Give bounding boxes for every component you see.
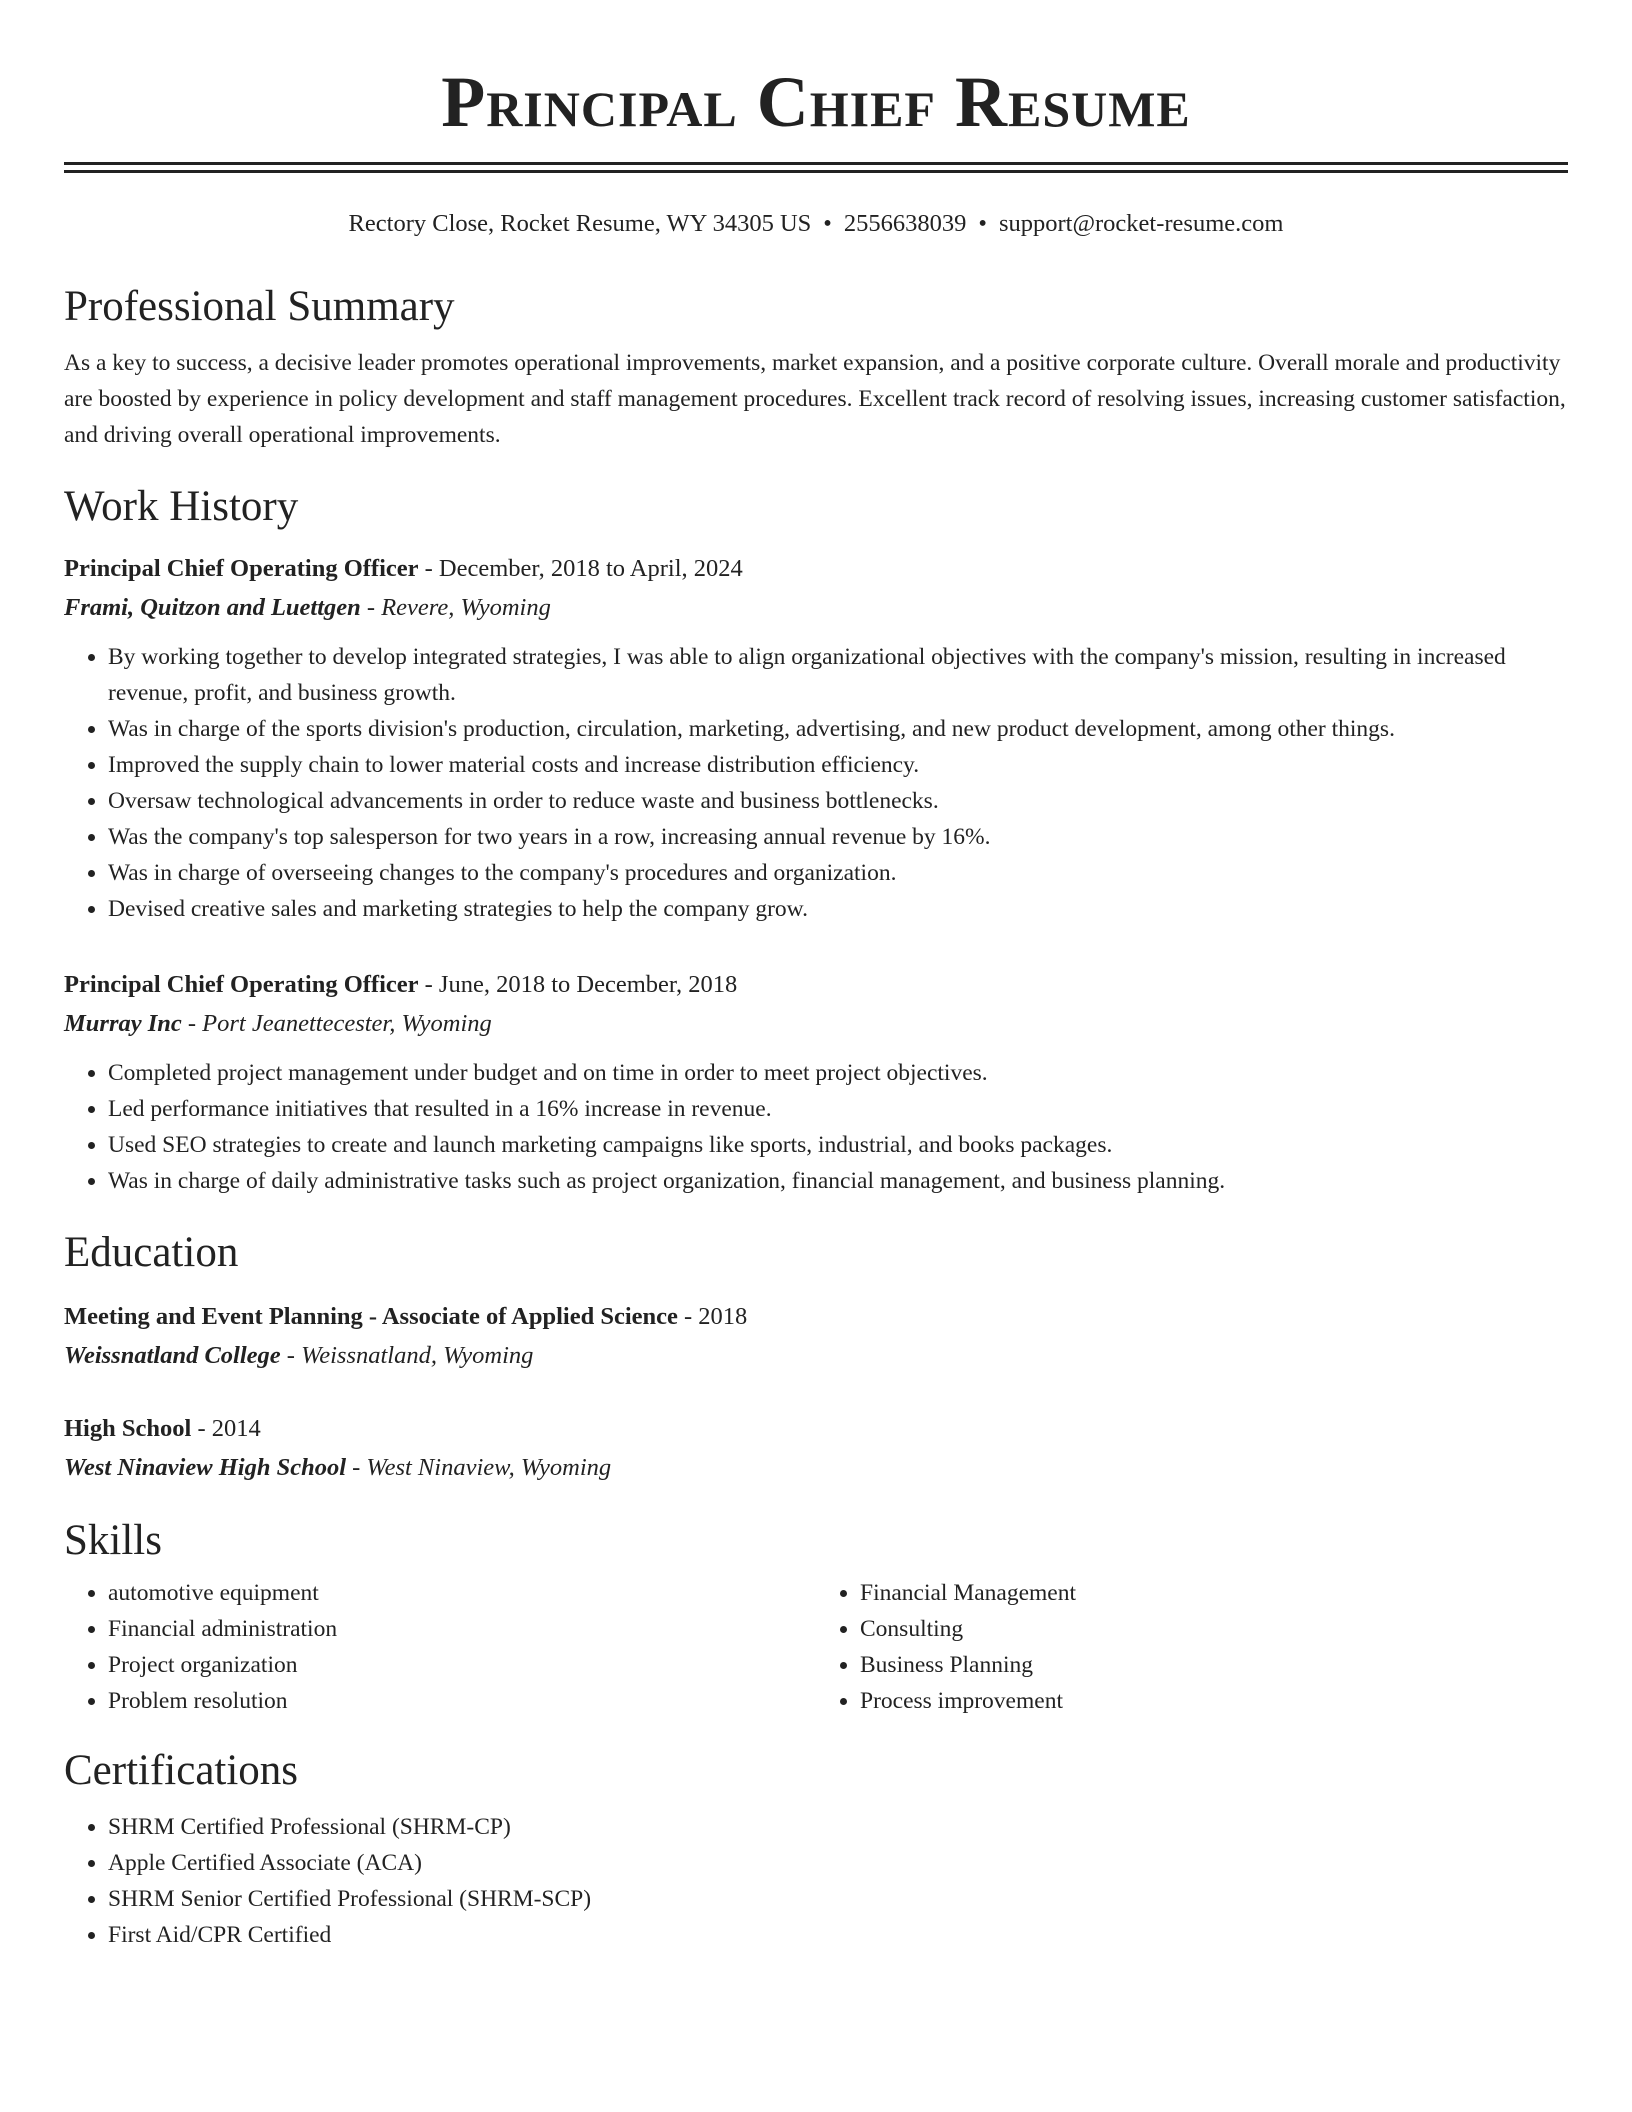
job-entry (64, 965, 1568, 1199)
job-dates: - December, 2018 to April, 2024 (418, 555, 743, 582)
contact-email[interactable]: support@rocket-resume.com (998, 210, 1284, 237)
school-location: - Weissnatland, Wyoming (280, 1342, 534, 1369)
skills-grid (64, 1575, 1568, 1719)
list-item: • Led performance initiatives that resulted in a 16% increase in revenue. (108, 1091, 1568, 1127)
summary-text: As a key to success, a decisive leader promotes operational improvements, market expansion, and a positive corporate culture. Overall morale and productivity are boosted by experience in policy development and staff management procedures. Excellent track record of resolving issues, increasing customer satisfaction, and driving overall operational improvements. (64, 350, 1566, 448)
job-title: Principal Chief Operating Officer (64, 971, 419, 998)
school-name: West Ninaview High School (64, 1454, 347, 1481)
school-name: Weissnatland College (64, 1342, 281, 1369)
skills-column-left (64, 1575, 816, 1719)
contact-address: Rectory Close, Rocket Resume, WY 34305 US (348, 210, 812, 237)
company-line (64, 589, 1568, 627)
job-title-line (64, 549, 1568, 589)
contact-phone: 2556638039 (843, 210, 967, 237)
resume-title: Principal Chief Resume (441, 62, 1191, 142)
education-heading: Education (64, 1229, 239, 1276)
company-location: - Revere, Wyoming (360, 594, 551, 621)
company-name: Frami, Quitzon and Luettgen (64, 594, 361, 621)
list-item: • Was in charge of the sports division's production, circulation, marketing, advertising, and new product development, among other things. (108, 711, 1568, 747)
skills-column-right (816, 1575, 1568, 1719)
list-item: • First Aid/CPR Certified (108, 1917, 1568, 1953)
contact-separator: • (823, 210, 832, 237)
job-title: Principal Chief Operating Officer (64, 555, 419, 582)
degree-name: Meeting and Event Planning - Associate of Applied Science (64, 1303, 678, 1330)
certifications-heading: Certifications (64, 1747, 299, 1794)
list-item: • Financial administration (108, 1611, 816, 1647)
school-line (64, 1449, 1568, 1487)
degree-name: High School (64, 1415, 192, 1442)
degree-line (64, 1297, 1568, 1337)
list-item: • Process improvement (860, 1683, 1568, 1719)
list-item: • Improved the supply chain to lower material costs and increase distribution efficiency. (108, 747, 1568, 783)
job-title-line (64, 965, 1568, 1005)
degree-year: - 2018 (677, 1303, 748, 1330)
list-item: • Devised creative sales and marketing strategies to help the company grow. (108, 891, 1568, 927)
company-name: Murray Inc (64, 1010, 182, 1037)
list-item: • Project organization (108, 1647, 816, 1683)
list-item: • Financial Management (860, 1575, 1568, 1611)
degree-year: - 2014 (191, 1415, 261, 1442)
work-history-heading: Work History (64, 483, 299, 530)
summary-heading: Professional Summary (64, 283, 455, 330)
list-item: • Apple Certified Associate (ACA) (108, 1845, 1568, 1881)
degree-line (64, 1409, 1568, 1449)
title-divider-top (64, 162, 1568, 165)
skills-heading: Skills (64, 1517, 162, 1564)
list-item: • SHRM Senior Certified Professional (SHRM-SCP) (108, 1881, 1568, 1917)
job-entry (64, 549, 1568, 927)
contact-line (64, 209, 1568, 239)
list-item: • Oversaw technological advancements in order to reduce waste and business bottlenecks. (108, 783, 1568, 819)
list-item: • Was the company's top salesperson for two years in a row, increasing annual revenue by 16%. (108, 819, 1568, 855)
certifications-list (64, 1809, 1568, 1953)
list-item: • Was in charge of overseeing changes to the company's procedures and organization. (108, 855, 1568, 891)
list-item: • Consulting (860, 1611, 1568, 1647)
list-item: • Business Planning (860, 1647, 1568, 1683)
job-bullets (64, 1055, 1568, 1199)
company-line (64, 1005, 1568, 1043)
contact-separator: • (978, 210, 987, 237)
list-item: • automotive equipment (108, 1575, 816, 1611)
title-divider-bottom (64, 170, 1568, 173)
education-entry (64, 1409, 1568, 1487)
education-entry (64, 1297, 1568, 1375)
list-item: • Completed project management under budget and on time in order to meet project objectives. (108, 1055, 1568, 1091)
list-item: • Was in charge of daily administrative tasks such as project organization, financial management, and business planning. (108, 1163, 1568, 1199)
list-item: • Used SEO strategies to create and launch marketing campaigns like sports, industrial, and books packages. (108, 1127, 1568, 1163)
list-item: • SHRM Certified Professional (SHRM-CP) (108, 1809, 1568, 1845)
list-item: • Problem resolution (108, 1683, 816, 1719)
job-bullets (64, 639, 1568, 927)
job-dates: - June, 2018 to December, 2018 (418, 971, 738, 998)
company-location: - Port Jeanettecester, Wyoming (181, 1010, 492, 1037)
school-location: - West Ninaview, Wyoming (346, 1454, 612, 1481)
school-line (64, 1337, 1568, 1375)
list-item: • By working together to develop integrated strategies, I was able to align organizational objectives with the company's mission, resulting in increased revenue, profit, and business growth. (108, 639, 1568, 711)
